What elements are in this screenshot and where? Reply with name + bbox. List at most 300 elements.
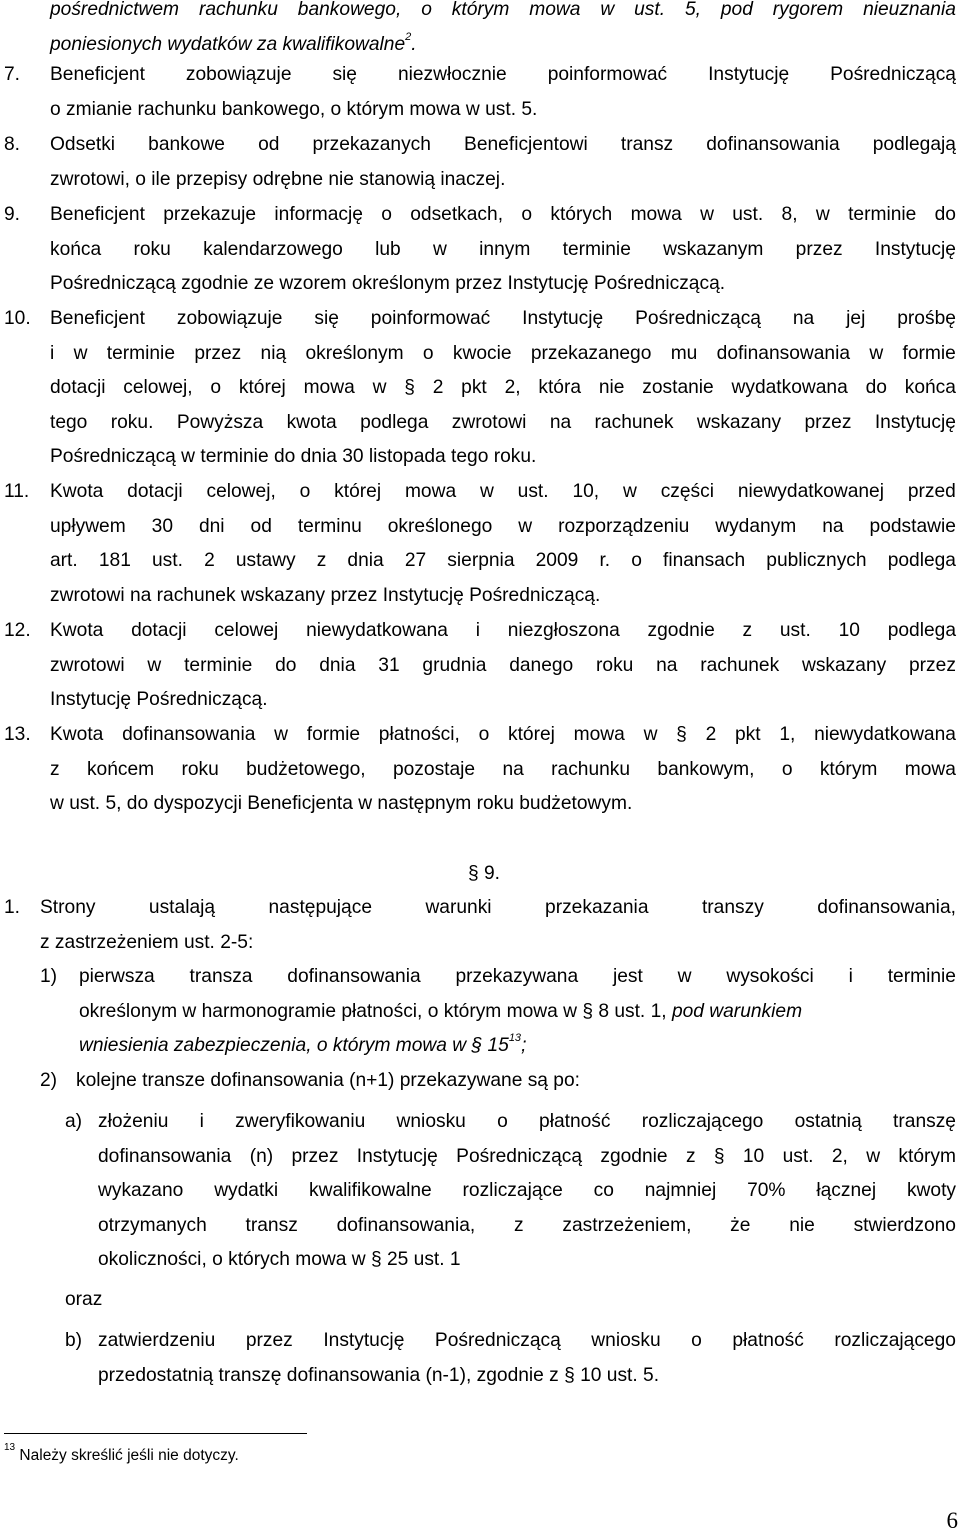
word: tego (50, 411, 88, 433)
word: i (475, 620, 480, 641)
word: którym (451, 0, 510, 20)
subitem-1 (79, 960, 956, 1064)
subitem-a (98, 1105, 956, 1278)
word: pkt (461, 377, 487, 399)
text-line (50, 649, 956, 684)
word: pozostaje (392, 758, 476, 780)
word: zostanie (642, 377, 714, 399)
text-line: przedostatnią transzę dofinansowania (n-1), zgodnie z § 10 ust. 5. (98, 1364, 660, 1386)
word: o (299, 481, 311, 502)
paragraph-7 (50, 58, 956, 127)
word: ustalają (148, 897, 216, 918)
word: celowej (214, 620, 279, 641)
word: przez (245, 1330, 293, 1351)
word: terminie (184, 654, 253, 676)
word: Pośredniczącą (635, 308, 761, 329)
word: wydatki (214, 1180, 279, 1202)
word: 70% (747, 1180, 786, 1202)
text-line: wniesienia zabezpieczenia, o którym mowa w § $15^{13}$; (79, 1032, 527, 1057)
word: 2 (204, 550, 215, 572)
word: której (238, 377, 286, 399)
word: przez (909, 654, 956, 676)
word: na (792, 308, 815, 329)
word: 2, (831, 1145, 848, 1167)
word: 8, (781, 204, 798, 225)
word: którym (898, 1145, 956, 1167)
paragraph-number: 13. (4, 724, 31, 745)
item-1 (40, 891, 956, 960)
word: dofinansowania (122, 724, 256, 745)
word: ust. (152, 550, 183, 572)
word: bankowe (148, 134, 225, 155)
paragraph-11 (50, 475, 956, 613)
footnote-mark: 13 (4, 1442, 16, 1453)
word: przed (907, 481, 956, 502)
paragraph-8 (50, 128, 956, 197)
word: wniosku (591, 1330, 661, 1351)
word: końca (50, 238, 102, 260)
word: w (622, 481, 637, 502)
page-number: 6 (946, 1508, 958, 1533)
paragraph-10 (50, 302, 956, 475)
text-line: Pośredniczącą zgodnie ze wzorem określonym przez Instytucję Pośredniczącą. (50, 273, 726, 295)
item-number: 1. (4, 897, 21, 918)
word: odsetkach, (410, 204, 504, 225)
word: rachunek (700, 654, 780, 676)
word: 31 (378, 654, 400, 676)
word: kwoty (906, 1180, 956, 1202)
word: złożeniu (98, 1111, 169, 1132)
word: w (518, 515, 533, 537)
paragraph-number: 7. (4, 64, 21, 85)
word: roku (133, 238, 171, 260)
word: podlega (360, 411, 429, 433)
text-line (50, 544, 956, 579)
paragraph-9 (50, 198, 956, 302)
word: w (274, 724, 289, 745)
word: rachunku (198, 0, 278, 20)
word: terminie (106, 342, 175, 364)
word: przez (795, 238, 843, 260)
text-line (98, 1324, 956, 1359)
word: w (815, 204, 830, 225)
conjunction: oraz (65, 1289, 103, 1310)
word: w (677, 966, 692, 987)
footnote (4, 1443, 239, 1469)
word: w (147, 654, 162, 676)
word: budżetowego, (246, 758, 366, 780)
word: o (497, 1111, 508, 1132)
text-line (50, 614, 956, 649)
text-line (50, 510, 956, 545)
word: pod (720, 0, 753, 20)
word: która (538, 377, 582, 399)
section-heading: § 9. (468, 863, 501, 884)
word: i (50, 342, 55, 364)
paragraph-number: 8. (4, 134, 21, 155)
word: § (676, 724, 687, 745)
paragraph-continuation (50, 0, 956, 62)
word: terminu (297, 515, 362, 537)
word: się (332, 64, 357, 85)
text-line (98, 1209, 956, 1244)
word: niewydatkowana (814, 724, 956, 745)
text-line (98, 1140, 956, 1175)
word: niewydatkowana (306, 620, 448, 641)
word: o (478, 724, 490, 745)
word: wskazanym (663, 238, 764, 260)
text-line (50, 0, 956, 28)
word: nie (789, 1214, 815, 1236)
word: stwierdzono (853, 1214, 956, 1236)
word: dofinansowania (716, 342, 851, 364)
word: najmniej (644, 1180, 717, 1202)
word: o (421, 0, 432, 20)
word: o (521, 204, 533, 225)
word: na (549, 411, 572, 433)
text-line: poniesionych wydatków za kwalifikowalne$^2$. (50, 30, 417, 55)
word: Beneficjent (50, 64, 145, 85)
word: dni (198, 515, 225, 537)
word: terminie (562, 238, 631, 260)
word: terminie (848, 204, 917, 225)
word: o (691, 1330, 702, 1351)
word: Instytucję (323, 1330, 405, 1351)
word: przekazanych (312, 134, 431, 155)
word: do (934, 204, 956, 225)
word: bankowym, (657, 758, 755, 780)
word: co (593, 1180, 614, 1202)
word: zwrotowi (451, 411, 527, 433)
word: pierwsza (79, 966, 155, 987)
word: mowa (529, 0, 581, 20)
word: zastrzeżeniem, (562, 1214, 692, 1236)
word: z (316, 550, 327, 572)
word: wydatkowana (731, 377, 848, 399)
word: z (742, 620, 753, 641)
word: 2 (705, 724, 717, 745)
word: dofinansowania (706, 134, 840, 155)
word: 27 (404, 550, 427, 572)
word: w (700, 204, 714, 225)
paragraph-13 (50, 718, 956, 822)
word: płatność (732, 1330, 804, 1351)
word: przekazania (545, 897, 649, 918)
word: roku (181, 758, 219, 780)
text-line (98, 1174, 956, 1209)
text-line (50, 371, 956, 406)
word: Pośredniczącą (434, 1330, 561, 1351)
subitem-b (98, 1324, 956, 1393)
word: jest (612, 966, 643, 987)
word: określonym (305, 342, 404, 364)
word: łącznej (816, 1180, 877, 1202)
text-line: Pośredniczącą w terminie do dnia 30 listopada tego roku. (50, 446, 537, 468)
word: w (372, 377, 387, 399)
text-line (98, 1105, 956, 1140)
word: mowa (303, 377, 355, 399)
word: którym (819, 758, 878, 780)
word: niezgłoszona (507, 620, 620, 641)
word: nie (598, 377, 625, 399)
word: części (660, 481, 714, 502)
word: następujące (268, 897, 372, 918)
text-line: z zastrzeżeniem ust. 2-5: (40, 931, 254, 953)
word: 181 (98, 550, 131, 572)
footnote-separator (4, 1433, 307, 1434)
word: terminie (887, 966, 956, 987)
word: transz (620, 134, 674, 155)
word: zgodnie (600, 1145, 668, 1167)
word: ust. (779, 620, 811, 641)
word: lub (375, 238, 401, 260)
letter-number: a) (65, 1111, 83, 1132)
word: rachunku (551, 758, 631, 780)
word: kwocie (452, 342, 512, 364)
subitem-number: 2) (40, 1070, 58, 1091)
word: Instytucję (356, 1145, 438, 1167)
word: dnia (347, 550, 384, 572)
word: ust. (517, 481, 549, 502)
word: upływem (50, 515, 126, 537)
word: jej (846, 308, 866, 329)
word: transza (189, 966, 253, 987)
text-line (50, 58, 956, 93)
text-line: kolejne transze dofinansowania (n+1) przekazywane są po: (76, 1070, 580, 1091)
word: o (631, 550, 642, 572)
subitem-2 (76, 1064, 956, 1099)
word: o (422, 342, 434, 364)
text-line (40, 891, 956, 926)
word: w (600, 0, 615, 20)
word: 2, (504, 377, 521, 399)
word: zobowiązuje (185, 64, 292, 85)
text-line: o zmianie rachunku bankowego, o którym mowa w ust. 5. (50, 98, 538, 120)
word: z (685, 1145, 696, 1167)
word: dofinansowania, (336, 1214, 476, 1236)
word: r. (599, 550, 611, 572)
word: rozliczającego (834, 1330, 956, 1351)
word: mowa (904, 758, 956, 780)
word: ust. (782, 1145, 814, 1167)
word: niezwłocznie (397, 64, 507, 85)
text-line (50, 233, 956, 268)
word: przez (291, 1145, 339, 1167)
word: transzę (893, 1111, 956, 1132)
word: ostatnią (794, 1111, 862, 1132)
paragraph-number: 9. (4, 204, 21, 225)
word: prośbę (897, 308, 956, 329)
word: niewydatkowanej (737, 481, 884, 502)
word: roku (596, 654, 634, 676)
word: na (502, 758, 524, 780)
word: podlega (887, 620, 956, 641)
word: Kwota (50, 481, 104, 502)
word: o (210, 377, 222, 399)
word: 10 (742, 1145, 765, 1167)
word: pkt (734, 724, 761, 745)
word: celowej, (123, 377, 193, 399)
text-line (50, 475, 956, 510)
word: ust. (732, 204, 764, 225)
paragraph-number: 10. (4, 308, 31, 329)
word: nią (260, 342, 287, 364)
word: kalendarzowego (203, 238, 343, 260)
word: poinformować (547, 64, 668, 85)
word: w (73, 342, 88, 364)
word: warunki (425, 897, 492, 918)
word: mowa (404, 481, 457, 502)
word: zatwierdzeniu (98, 1330, 216, 1351)
word: dotacji (50, 377, 106, 399)
word: 30 (151, 515, 174, 537)
word: kwalifikowalne (309, 1180, 432, 1202)
word: rachunek (594, 411, 674, 433)
word: w (869, 342, 884, 364)
word: podstawie (869, 515, 956, 537)
word: formie (306, 724, 361, 745)
word: formie (902, 342, 956, 364)
word: końcem (86, 758, 155, 780)
word: do (865, 377, 887, 399)
text-line: okoliczności, o których mowa w § 25 ust. 1 (98, 1249, 461, 1271)
word: których (550, 204, 613, 225)
word: ustawy (235, 550, 296, 572)
word: Pośredniczącą (830, 64, 956, 85)
word: płatność (539, 1111, 611, 1132)
word: z (514, 1214, 524, 1236)
text-line (50, 302, 956, 337)
word: otrzymanych (98, 1214, 207, 1236)
word: podlega (887, 550, 956, 572)
word: i (199, 1111, 204, 1132)
word: dofinansowania (98, 1145, 232, 1167)
word: dnia (319, 654, 356, 676)
word: dofinansowania, (817, 897, 956, 918)
word: Strony (40, 897, 96, 918)
word: kwota (286, 411, 337, 433)
subitem-number: 1) (40, 966, 58, 987)
word: nieuznania (863, 0, 956, 20)
text-line: Instytucję Pośredniczącą. (50, 689, 268, 711)
footnote-text: Należy skreślić jeśli nie dotyczy. (15, 1447, 239, 1464)
word: danego (509, 654, 574, 676)
word: wykazano (98, 1180, 184, 1202)
word: której (334, 481, 382, 502)
word: finansach (663, 550, 746, 572)
text-line (50, 718, 956, 753)
word: sierpnia (447, 550, 515, 572)
word: grudnia (422, 654, 487, 676)
word: o (781, 758, 793, 780)
word: Powyższa (176, 411, 264, 433)
word: z (50, 758, 60, 780)
word: zobowiązuje (176, 308, 283, 329)
word: Kwota (50, 620, 104, 641)
text-line (50, 753, 956, 788)
word: Instytucję (708, 64, 790, 85)
word: mowa (630, 204, 682, 225)
word: Odsetki (50, 134, 116, 155)
word: wskazany (801, 654, 887, 676)
word: od (258, 134, 280, 155)
word: § (713, 1145, 725, 1167)
word: płatności, (378, 724, 460, 745)
word: transzy (701, 897, 764, 918)
word: pośrednictwem (50, 0, 180, 20)
word: § (404, 377, 415, 399)
word: przez (194, 342, 242, 364)
word: wskazany (696, 411, 782, 433)
text-line (50, 406, 956, 441)
paragraph-12 (50, 614, 956, 718)
word: 5, (684, 0, 701, 20)
text-line (50, 198, 956, 233)
word: w (479, 481, 494, 502)
word: zwrotowi (50, 654, 125, 676)
word: transz (245, 1214, 298, 1236)
word: dotacji (127, 481, 183, 502)
word: (n) (249, 1145, 274, 1167)
word: 10, (572, 481, 600, 502)
word: mu (670, 342, 698, 364)
word: się (314, 308, 339, 329)
text-line: zwrotowi na rachunek wskazany przez Instytucję Pośredniczącą. (50, 584, 601, 606)
word: 10 (838, 620, 860, 641)
word: dofinansowania (287, 966, 421, 987)
word: podlegają (872, 134, 956, 155)
word: w (643, 724, 658, 745)
word: wysokości (726, 966, 814, 987)
word: 2 (432, 377, 444, 399)
word: zweryfikowaniu (235, 1111, 366, 1132)
word: rygorem (772, 0, 844, 20)
text-line (79, 960, 956, 995)
word: o (381, 204, 392, 225)
word: przekazuje (163, 204, 257, 225)
text-line (50, 128, 956, 163)
word: przekazywana (455, 966, 579, 987)
word: od (250, 515, 272, 537)
word: w (866, 1145, 881, 1167)
word: w (433, 238, 447, 260)
word: innym (479, 238, 531, 260)
word: na (822, 515, 844, 537)
word: na (656, 654, 678, 676)
word: końca (904, 377, 956, 399)
word: Instytucję (522, 308, 604, 329)
word: wniosku (396, 1111, 466, 1132)
word: rozliczające (462, 1180, 563, 1202)
footnote-ref: 2 (405, 30, 412, 43)
word: art. (50, 550, 78, 572)
text-line (50, 337, 956, 372)
word: celowej, (206, 481, 276, 502)
paragraph-number: 11. (4, 481, 30, 502)
text-line: określonym w harmonogramie płatności, o którym mowa w § 8 ust. 1, pod warunkiem (79, 1000, 803, 1022)
footnote-ref: 13 (508, 1032, 522, 1045)
word: publicznych (766, 550, 867, 572)
word: 1, (779, 724, 796, 745)
word: określonego (387, 515, 493, 537)
word: Kwota (50, 724, 104, 745)
text-line: zwrotowi, o ile przepisy odrębne nie stanowią inaczej. (50, 168, 506, 190)
word: Beneficjentowi (464, 134, 588, 155)
word: rozliczającego (641, 1111, 764, 1132)
word: Pośredniczącą (456, 1145, 583, 1167)
word: bankowego, (297, 0, 402, 20)
word: Beneficjent (50, 204, 145, 225)
